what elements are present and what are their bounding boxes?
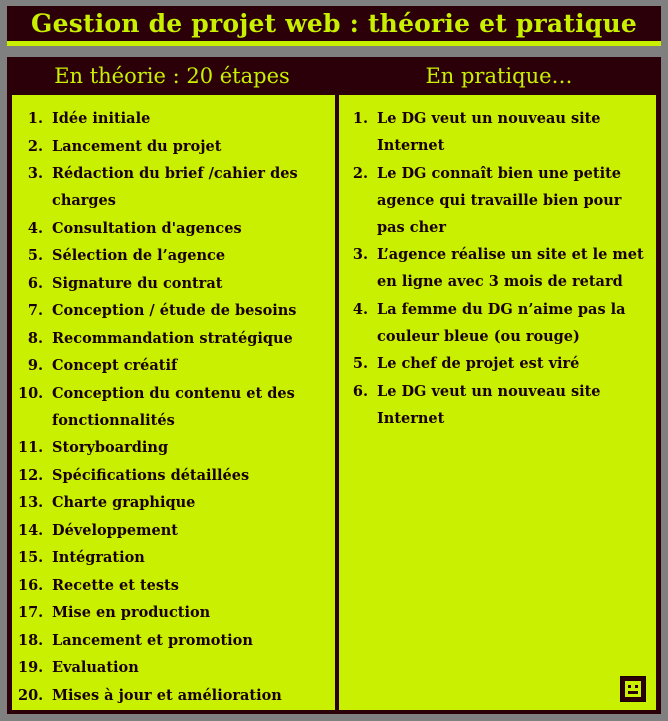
list-item — [18, 297, 329, 324]
list-item-number: 2. — [27, 137, 43, 155]
list-item — [18, 682, 329, 709]
list-item-number: 14. — [18, 521, 44, 539]
list-item-number: 19. — [18, 659, 44, 676]
list-item-label: Recette et tests — [52, 576, 179, 594]
list-item — [18, 462, 329, 489]
list-item-number: 17. — [18, 604, 44, 621]
list-item-label: Rédaction du brief /cahier des charges — [52, 165, 298, 209]
robot-face-icon — [620, 676, 646, 702]
list-item-number: 16. — [18, 576, 44, 594]
list-item-label: Le DG veut un nouveau site Internet — [377, 382, 601, 427]
list-item — [18, 599, 329, 626]
theory-list — [18, 105, 329, 709]
list-item-number: 3. — [352, 246, 368, 263]
column-practice — [337, 57, 661, 714]
practice-list — [345, 105, 650, 432]
list-item — [18, 654, 329, 681]
list-item-number: 4. — [27, 219, 43, 237]
page-title: Gestion de projet web : théorie et pratique — [31, 9, 637, 38]
list-item — [345, 296, 650, 350]
list-item — [18, 105, 329, 132]
list-item — [18, 270, 329, 297]
list-item-label: Conception / étude de besoins — [52, 302, 297, 319]
list-item — [345, 160, 650, 241]
list-item-number: 9. — [27, 357, 43, 374]
list-item-label: Mises à jour et amélioration — [52, 686, 282, 704]
column-practice-heading: En pratique… — [425, 64, 573, 88]
list-item-number: 7. — [27, 302, 43, 319]
list-item-label: Concept créatif — [52, 357, 178, 374]
list-item-label: Evaluation — [52, 659, 139, 676]
list-item-label: Idée initiale — [52, 110, 151, 127]
list-item-label: Conception du contenu et des fonctionnalités — [52, 384, 295, 429]
list-item-label: Le DG veut un nouveau site Internet — [377, 110, 601, 154]
list-item-number: 4. — [352, 300, 368, 318]
list-item-number: 5. — [27, 247, 43, 264]
list-item-label: Intégration — [52, 549, 145, 566]
list-item — [345, 105, 650, 159]
list-item-number: 12. — [18, 466, 44, 484]
list-item-number: 2. — [352, 164, 368, 182]
list-item-label: Lancement du projet — [52, 137, 222, 155]
list-item-number: 18. — [18, 631, 44, 649]
list-item-label: Le DG connaît bien une petite agence qui travaille bien pour pas cher — [377, 164, 622, 236]
list-item — [18, 572, 329, 599]
list-item-number: 10. — [18, 384, 44, 402]
list-item-label: L’agence réalise un site et le met en ligne avec 3 mois de retard — [377, 246, 644, 290]
list-item-number: 3. — [27, 165, 43, 182]
list-item — [18, 160, 329, 214]
list-item-number: 20. — [18, 686, 44, 704]
list-item-label: Lancement et promotion — [52, 631, 253, 649]
list-item — [18, 517, 329, 544]
list-item-number: 1. — [352, 110, 368, 127]
list-item — [18, 215, 329, 242]
list-item-label: Le chef de projet est viré — [377, 355, 580, 372]
robot-face-glyph — [625, 681, 641, 697]
column-practice-body — [339, 95, 656, 710]
list-item-label: Spécifications détaillées — [52, 466, 250, 484]
list-item — [18, 627, 329, 654]
list-item — [18, 352, 329, 379]
list-item — [345, 378, 650, 432]
column-theory-body — [12, 95, 335, 710]
list-item-number: 11. — [18, 439, 44, 456]
robot-mouth — [628, 691, 638, 694]
list-item-label: Charte graphique — [52, 494, 196, 511]
list-item-number: 1. — [27, 110, 43, 127]
list-item-number: 15. — [18, 549, 44, 566]
list-item — [345, 241, 650, 295]
content-columns — [7, 57, 661, 714]
list-item — [18, 380, 329, 434]
list-item-label: Consultation d'agences — [52, 219, 242, 237]
list-item-label: Recommandation stratégique — [52, 329, 293, 347]
column-theory — [7, 57, 337, 714]
list-item-number: 6. — [352, 382, 368, 400]
list-item — [345, 350, 650, 377]
list-item-label: Storyboarding — [52, 439, 169, 456]
list-item-number: 6. — [27, 274, 43, 292]
list-item-label: Mise en production — [52, 604, 211, 621]
list-item — [18, 242, 329, 269]
list-item-label: Développement — [52, 521, 178, 539]
list-item — [18, 544, 329, 571]
list-item-number: 8. — [27, 329, 43, 347]
list-item-number: 5. — [352, 355, 368, 372]
list-item — [18, 133, 329, 160]
list-item-label: Signature du contrat — [52, 274, 223, 292]
list-item — [18, 434, 329, 461]
list-item-label: La femme du DG n’aime pas la couleur bleue (ou rouge) — [377, 300, 626, 345]
list-item-label: Sélection de l’agence — [52, 247, 226, 264]
column-theory-heading: En théorie : 20 étapes — [54, 64, 290, 88]
list-item — [18, 325, 329, 352]
slide-title-bar — [7, 6, 661, 46]
list-item — [18, 489, 329, 516]
list-item-number: 13. — [18, 494, 44, 511]
